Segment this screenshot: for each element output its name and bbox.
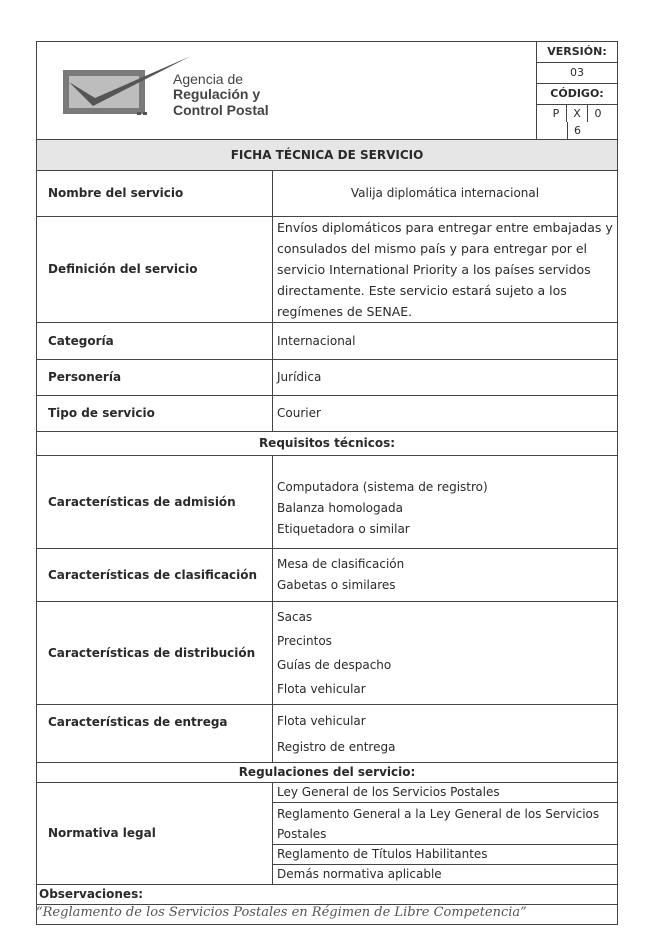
observations-label: Observaciones: — [37, 885, 618, 905]
legal-norm-item: Reglamento General a la Ley General de los Servicios Postales — [273, 803, 618, 845]
code-char: X — [566, 105, 587, 122]
code-char: 6 — [567, 122, 588, 139]
list-item: Balanza homologada — [277, 500, 403, 515]
list-item: Registro de entrega — [277, 739, 396, 754]
version-value: 03 — [537, 63, 618, 84]
admission-label: Características de admisión — [37, 456, 273, 549]
list-item: Mesa de clasificación — [277, 557, 405, 572]
legal-norm-item: Demás normativa aplicable — [273, 865, 618, 885]
regulations-heading: Regulaciones del servicio: — [37, 763, 618, 783]
admission-list — [273, 456, 618, 549]
classification-label: Características de clasificación — [37, 549, 273, 602]
service-name-label: Nombre del servicio — [37, 171, 273, 217]
list-item: Precintos — [277, 634, 332, 649]
list-item: Flota vehicular — [277, 682, 366, 697]
agency-header — [37, 42, 537, 140]
legal-norms-label: Normativa legal — [37, 783, 273, 885]
agency-name — [173, 72, 269, 118]
service-type-label: Tipo de servicio — [37, 396, 273, 432]
service-type-value: Courier — [273, 396, 618, 432]
legal-norm-item: Ley General de los Servicios Postales — [273, 783, 618, 803]
legal-norm-item: Reglamento de Títulos Habilitantes — [273, 845, 618, 865]
distribution-label: Características de distribución — [37, 602, 273, 705]
service-sheet — [36, 41, 617, 925]
personeria-label: Personería — [37, 360, 273, 396]
service-definition-value: Envíos diplomáticos para entregar entre embajadas y consulados del mismo país y para entregar por el servicio International Priority a los países servidos directamente. Este servicio estará sujeto a los regímenes de SENAE. — [273, 217, 618, 323]
list-item: Gabetas o similares — [277, 578, 396, 593]
distribution-list — [273, 602, 618, 705]
list-item: Computadora (sistema de registro) — [277, 479, 488, 494]
list-item: Flota vehicular — [277, 713, 366, 728]
code-char: P — [552, 107, 560, 120]
code-char: 0 — [587, 105, 608, 122]
delivery-list — [273, 705, 618, 763]
list-item: Sacas — [277, 610, 313, 625]
service-name-value: Valija diplomática internacional — [273, 171, 618, 217]
code-label: CÓDIGO: — [537, 84, 618, 105]
agency-line-2: Regulación y — [173, 86, 261, 103]
service-definition-label: Definición del servicio — [37, 217, 273, 323]
list-item: Etiquetadora o similar — [277, 521, 410, 536]
footer-citation: “Reglamento de los Servicios Postales en Régimen de Libre Competencia” — [36, 905, 527, 920]
personeria-value: Jurídica — [273, 360, 618, 396]
classification-list — [273, 549, 618, 602]
category-label: Categoría — [37, 323, 273, 360]
list-item: Guías de despacho — [277, 658, 392, 673]
version-label: VERSIÓN: — [537, 42, 618, 63]
category-value: Internacional — [273, 323, 618, 360]
requirements-heading: Requisitos técnicos: — [37, 432, 618, 456]
agency-line-1: Agencia de — [173, 71, 244, 87]
code-value — [537, 105, 618, 140]
sheet-title: FICHA TÉCNICA DE SERVICIO — [37, 140, 618, 171]
delivery-label: Características de entrega — [37, 705, 273, 763]
agency-line-3: Control Postal — [173, 101, 269, 118]
